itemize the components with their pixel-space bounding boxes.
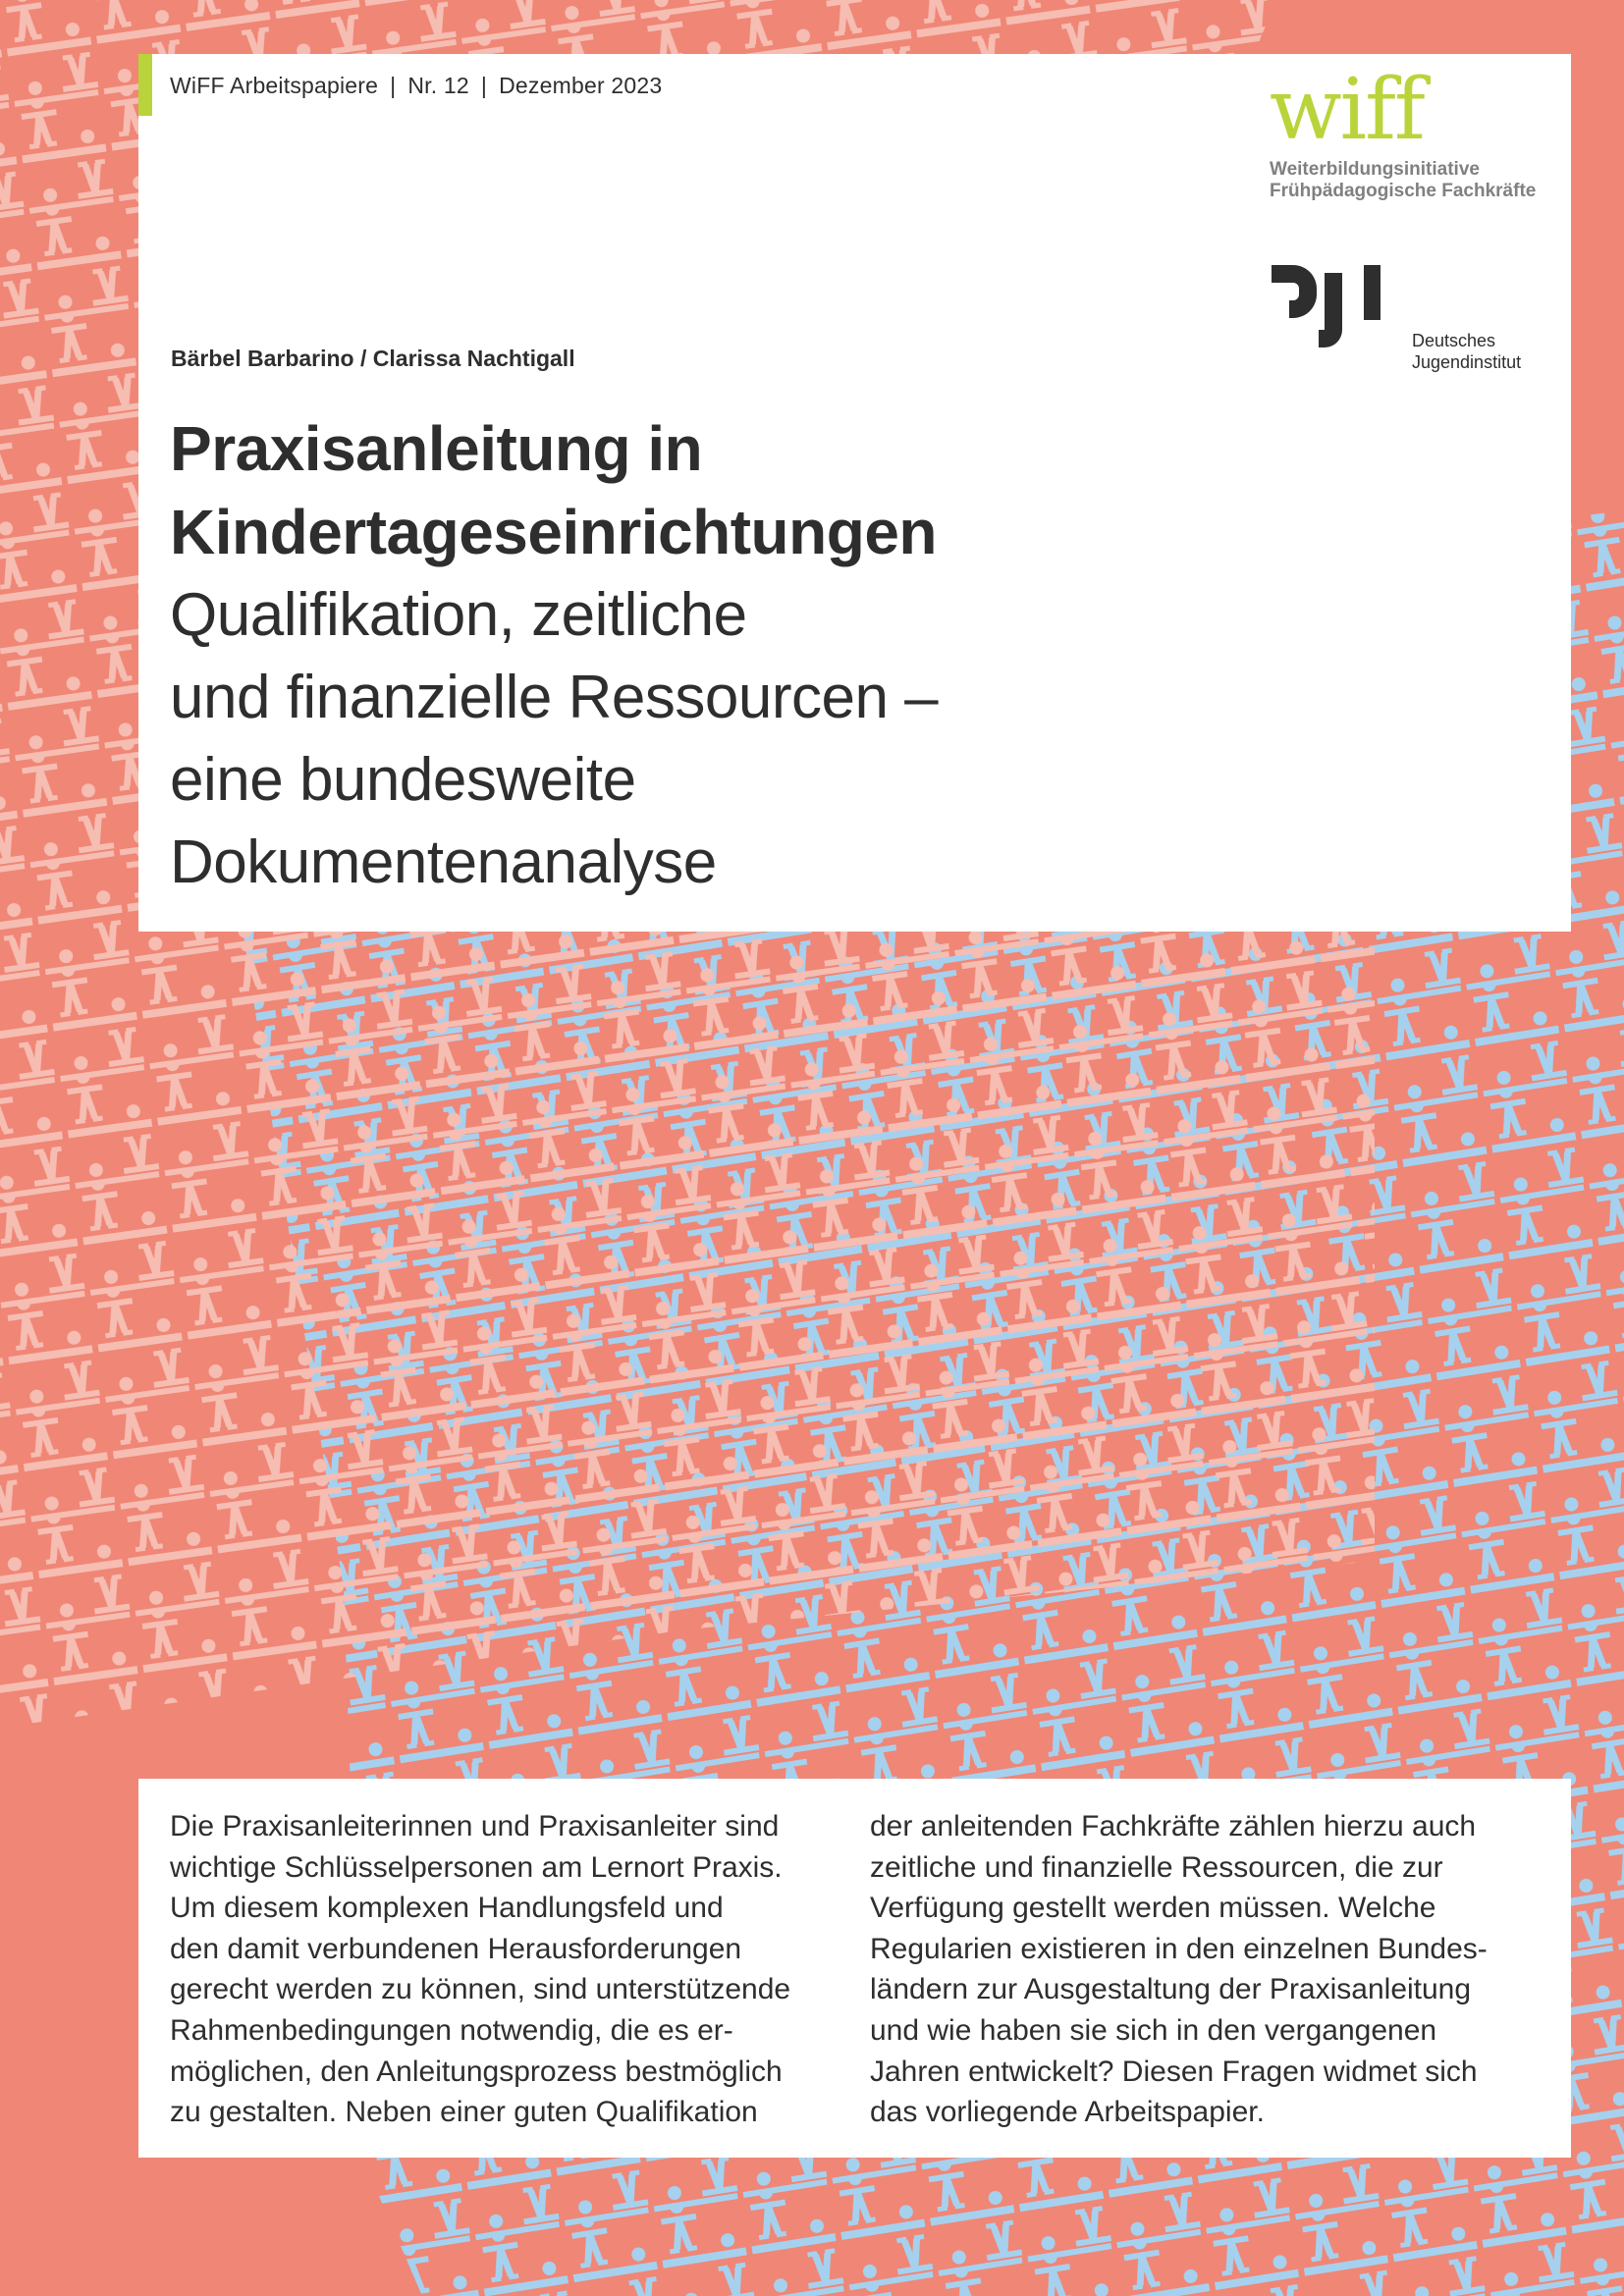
subtitle-line: eine bundesweite — [170, 746, 636, 814]
separator: | — [390, 73, 397, 98]
series-info — [170, 73, 662, 99]
issue-number: Nr. 12 — [407, 73, 469, 98]
document-title — [170, 407, 1152, 574]
separator: | — [480, 73, 488, 98]
abstract-line: Rahmenbedingungen notwendig, die es er- — [170, 2013, 733, 2047]
dji-name-line1: Deutsches — [1412, 331, 1496, 350]
authors: Bärbel Barbarino / Clarissa Nachtigall — [171, 346, 575, 371]
series-accent-bar — [138, 54, 152, 116]
abstract-line: Die Praxisanleiterinnen und Praxisanleiter sind — [170, 1810, 780, 1842]
abstract-column-right — [870, 1806, 1535, 2133]
abstract-line: zeitliche und finanzielle Ressourcen, die zur — [870, 1850, 1443, 1884]
abstract-line: Jahren entwickelt? Diesen Fragen widmet sich — [870, 2055, 1478, 2088]
abstract-line: ländern zur Ausgestaltung der Praxisanleitung — [870, 1973, 1472, 2006]
dji-name — [1412, 330, 1521, 373]
wiff-logo — [1270, 61, 1537, 202]
document-subtitle — [170, 574, 1152, 904]
abstract-line: Regularien existieren in den einzelnen Bundes- — [870, 1932, 1488, 1965]
abstract-line: zu gestalten. Neben einer guten Qualifikation — [170, 2096, 758, 2129]
title-line: Praxisanleitung in — [170, 413, 703, 484]
abstract-line: Um diesem komplexen Handlungsfeld und — [170, 1892, 724, 1925]
abstract-column-left — [170, 1806, 835, 2133]
abstract-line: möglichen, den Anleitungsprozess bestmöglich — [170, 2055, 783, 2088]
wiff-tagline-line2: Frühpädagogische Fachkräfte — [1270, 181, 1537, 201]
wiff-wordmark: wiff — [1270, 61, 1424, 159]
series-name: WiFF Arbeitspapiere — [170, 73, 379, 98]
subtitle-line: Qualifikation, zeitliche — [170, 581, 747, 649]
dji-logo-mark-icon — [1272, 265, 1389, 347]
wiff-tagline — [1270, 159, 1536, 202]
dji-name-line2: Jugendinstitut — [1412, 352, 1522, 372]
title-line: Kindertageseinrichtungen — [170, 497, 937, 567]
abstract-line: wichtige Schlüsselpersonen am Lernort Praxis. — [170, 1850, 783, 1884]
wiff-tagline-line1: Weiterbildungsinitiative — [1270, 159, 1480, 180]
abstract-line: und wie haben sie sich in den vergangenen — [870, 2013, 1437, 2047]
abstract-line: der anleitenden Fachkräfte zählen hierzu auch — [870, 1810, 1477, 1842]
abstract — [170, 1806, 1535, 2133]
abstract-line: das vorliegende Arbeitspapier. — [870, 2096, 1265, 2129]
subtitle-line: Dokumentenanalyse — [170, 828, 717, 896]
title-block — [170, 407, 1152, 904]
abstract-line: gerecht werden zu können, sind unterstützende — [170, 1973, 791, 2006]
abstract-line: Verfügung gestellt werden müssen. Welche — [870, 1892, 1436, 1925]
subtitle-line: und finanzielle Ressourcen – — [170, 664, 939, 731]
publication-date: Dezember 2023 — [499, 73, 663, 98]
abstract-line: den damit verbundenen Herausforderungen — [170, 1932, 742, 1965]
dji-logo — [1272, 265, 1566, 383]
